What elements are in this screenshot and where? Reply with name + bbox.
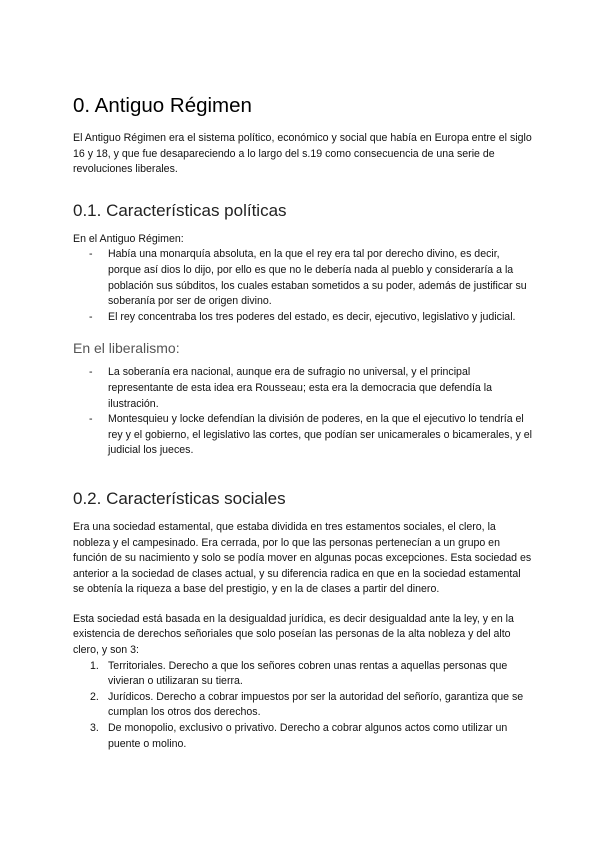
list-item-text: La soberanía era nacional, aunque era de sufragio no universal, y el principal representante de esta idea era Rousseau; esta era la democracia que defendía la ilustración.	[108, 366, 492, 410]
bullet-marker: -	[89, 413, 93, 426]
list-item-text: El rey concentraba los tres poderes del estado, es decir, ejecutivo, legislativo y judicial.	[108, 310, 516, 323]
politicas-list	[73, 247, 533, 325]
derechos-list	[73, 659, 533, 753]
list-item	[73, 310, 533, 326]
list-item	[73, 247, 533, 309]
list-number: 1.	[90, 659, 99, 672]
list-item-text: Jurídicos. Derecho a cobrar impuestos por ser la autoridad del señorío, garantiza que se cumplan los otros dos derechos.	[108, 690, 524, 719]
list-number: 3.	[90, 722, 99, 735]
sociales-paragraph-2: Esta sociedad está basada en la desigualdad jurídica, es decir desigualdad ante la ley, y en la existencia de derechos señoriales que solo poseían las personas de la alta nobleza y del alto clero, y son 3:	[73, 612, 514, 657]
subheading-liberalismo: En el liberalismo:	[73, 340, 180, 357]
intro-paragraph: El Antiguo Régimen era el sistema político, económico y social que había en Europa entre el siglo 16 y 18, y que fue desapareciendo a lo largo del s.19 como consecuencia de una serie de revoluciones liberales.	[73, 132, 532, 176]
page-title: 0. Antiguo Régimen	[73, 94, 252, 117]
list-item-text: Territoriales. Derecho a que los señores cobren unas rentas a aquellas personas que vivieran o utilizaran su tierra.	[108, 659, 508, 688]
liberalismo-list	[73, 365, 533, 459]
sociales-paragraph-1: Era una sociedad estamental, que estaba dividida en tres estamentos sociales, el clero, la nobleza y el campesinado. Era cerrada, por lo que las personas pertenecían a un grupo en función de su nacimiento y solo se podía mover en algunas pocas excepciones. Esta sociedad es anterior a la sociedad de clases actual, y su diferencia radica en que en la sociedad estamental se obtenía la riqueza a base del prestigio, y en la de clases a partir del dinero.	[73, 520, 532, 596]
list-item	[73, 721, 533, 752]
list-item-text: De monopolio, exclusivo o privativo. Derecho a cobrar algunos actos como utilizar un puente o molino.	[108, 722, 508, 750]
bullet-marker: -	[89, 366, 93, 379]
list-item	[73, 659, 533, 690]
list-item	[73, 412, 533, 459]
document-content	[73, 93, 533, 752]
list-item	[73, 690, 533, 721]
list-item	[73, 365, 533, 412]
list-number: 2.	[90, 690, 99, 703]
section-heading-politicas: 0.1. Características políticas	[73, 200, 287, 220]
bullet-marker: -	[89, 248, 93, 261]
list-item-text: Montesquieu y locke defendían la división de poderes, en la que el ejecutivo lo tendría el rey y el gobierno, el legislativo las cortes, que podían ser unicamerales o bicamerales, y el judicial los jueces.	[108, 413, 532, 457]
list-item-text: Había una monarquía absoluta, en la que el rey era tal por derecho divino, es decir, porque así dios lo dijo, por ello es que no le debería nada al pueblo y consideraría a la población sus súbditos, los cuales estaban sometidos a su poder, además de justificar su soberanía por ser de origen divino.	[108, 248, 527, 308]
bullet-marker: -	[89, 310, 93, 323]
politicas-lead: En el Antiguo Régimen:	[73, 232, 184, 245]
section-heading-sociales: 0.2. Características sociales	[73, 488, 286, 508]
